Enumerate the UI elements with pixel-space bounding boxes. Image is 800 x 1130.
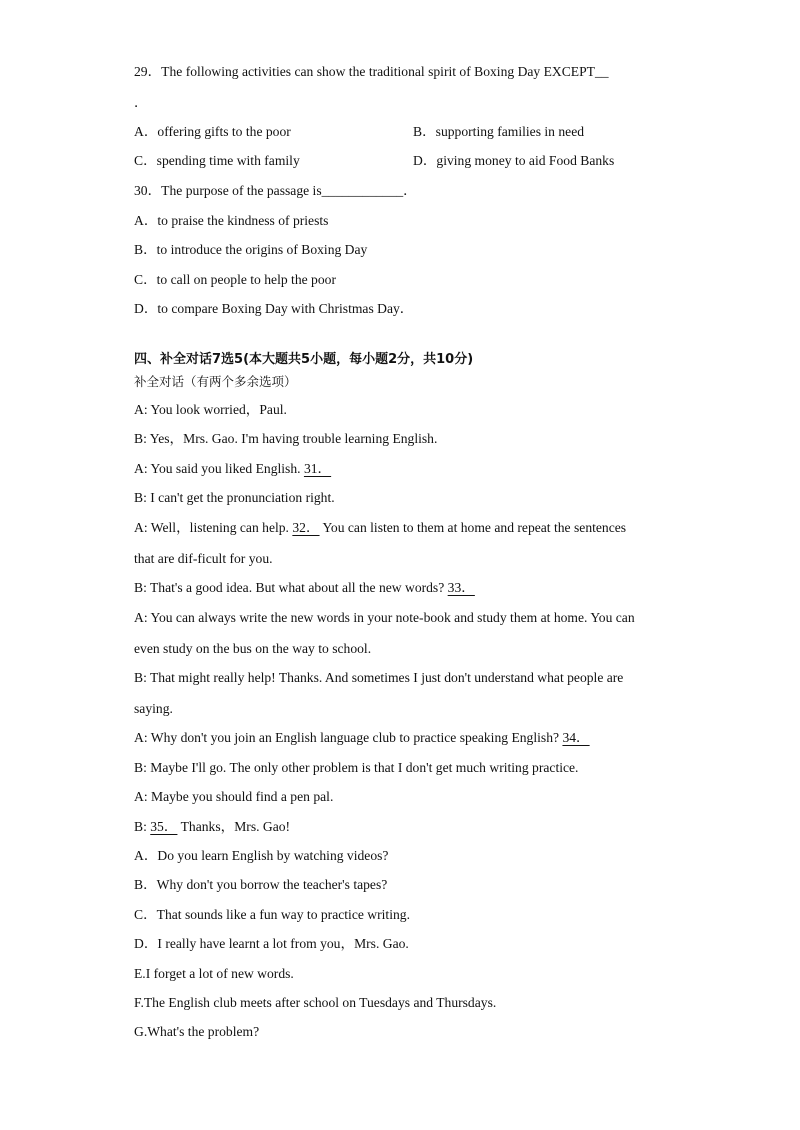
choice-g: G.What's the problem? <box>134 1024 260 1039</box>
dialogue-line-7: B: That's a good idea. But what about all the new words? 33． <box>134 580 475 595</box>
dialogue-line-6: that are dif-ficult for you. <box>134 551 273 566</box>
dialogue-line-12: A: Why don't you join an English language club to practice speaking English? 34． <box>134 730 590 745</box>
q30-option-a: A．to praise the kindness of priests <box>134 213 329 228</box>
q30-option-d: D．to compare Boxing Day with Christmas Day． <box>134 301 414 316</box>
q29-stem-cont: ． <box>134 95 148 110</box>
blank-33: 33． <box>447 580 475 595</box>
choice-b: B．Why don't you borrow the teacher's tapes? <box>134 877 388 892</box>
blank-32: 32． <box>292 520 320 535</box>
dialogue-line-9: even study on the bus on the way to school. <box>134 641 372 656</box>
section-heading: 四、补全对话7选5(本大题共5小题，每小题2分，共10分) <box>134 352 474 367</box>
q30-option-c: C．to call on people to help the poor <box>134 272 336 287</box>
dialogue-line-2: B: Yes，Mrs. Gao. I'm having trouble learning English. <box>134 431 438 446</box>
choice-c: C．That sounds like a fun way to practice writing. <box>134 907 410 922</box>
section-instruction: 补全对话（有两个多余选项） <box>134 374 297 389</box>
dialogue-line-14: A: Maybe you should find a pen pal. <box>134 789 334 804</box>
q30-stem: 30．The purpose of the passage is____________． <box>134 183 417 198</box>
dialogue-line-1: A: You look worried，Paul. <box>134 402 287 417</box>
blank-35: 35． <box>150 819 178 834</box>
dialogue-line-8: A: You can always write the new words in your note-book and study them at home. You can <box>134 610 635 625</box>
dialogue-line-4: B: I can't get the pronunciation right. <box>134 490 335 505</box>
dialogue-line-5: A: Well，listening can help. 32． You can listen to them at home and repeat the sentences <box>134 520 627 535</box>
q29-option-c: C．spending time with family <box>134 153 300 168</box>
choice-f: F.The English club meets after school on Tuesdays and Thursdays. <box>134 995 497 1010</box>
q30-option-b: B．to introduce the origins of Boxing Day <box>134 242 368 257</box>
q29-stem: 29．The following activities can show the traditional spirit of Boxing Day EXCEPT__ <box>134 64 609 79</box>
choice-e: E.I forget a lot of new words. <box>134 966 294 981</box>
blank-34: 34． <box>562 730 590 745</box>
q29-option-a: A．offering gifts to the poor <box>134 124 291 139</box>
q29-option-b: B．supporting families in need <box>413 124 585 139</box>
choice-a: A．Do you learn English by watching videos? <box>134 848 389 863</box>
dialogue-line-11: saying. <box>134 701 173 716</box>
blank-31: 31． <box>303 461 332 476</box>
dialogue-line-3: A: You said you liked English. 31． <box>134 461 332 476</box>
dialogue-line-13: B: Maybe I'll go. The only other problem is that I don't get much writing practice. <box>134 760 579 775</box>
dialogue-line-10: B: That might really help! Thanks. And sometimes I just don't understand what people are <box>134 670 624 685</box>
q29-option-d: D．giving money to aid Food Banks <box>413 153 615 168</box>
dialogue-line-15: B: 35． Thanks，Mrs. Gao! <box>134 819 291 834</box>
choice-d: D．I really have learnt a lot from you，Mrs. Gao. <box>134 936 409 951</box>
